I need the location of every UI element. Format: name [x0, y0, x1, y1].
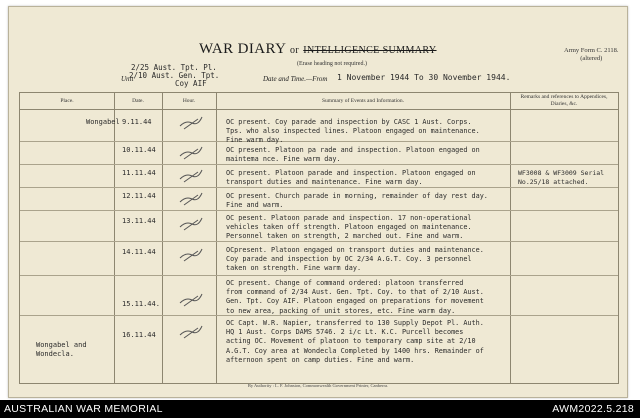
column-divider [162, 93, 163, 383]
date-cell: 15.11.44. [122, 300, 160, 308]
date-cell: 10.11.44 [122, 146, 156, 154]
date-cell: 12.11.44 [122, 192, 156, 200]
remarks-cell: WF3008 & WF3009 Serial No.25/18 attached. [518, 169, 605, 186]
unit-line-1: 2/25 Aust. Tpt. Pl. [131, 63, 217, 72]
column-header-place: Place. [60, 97, 74, 104]
date-cell: 14.11.44 [122, 248, 156, 256]
date-label: Date and Time.—From [263, 75, 328, 83]
erase-note: (Erase heading not required.) [297, 61, 367, 67]
diary-table [19, 92, 619, 384]
date-value: 1 November 1944 To 30 November 1944. [337, 73, 511, 82]
initial-tick-icon [178, 293, 204, 307]
unit-line-3: Coy AIF [175, 79, 207, 88]
initial-tick-icon [178, 325, 204, 339]
army-form-label [564, 47, 618, 63]
unit-line-2: 2/10 Aust. Gen. Tpt. [129, 71, 220, 80]
initial-tick-icon [178, 192, 204, 206]
footer-accession-number: AWM2022.5.218 [552, 403, 634, 415]
initial-tick-icon [178, 169, 204, 183]
column-header-remarks: Remarks and references to Appendices, Diaries, &c. [520, 94, 608, 107]
header-rule [20, 109, 618, 110]
form-line-2: (altered) [580, 55, 603, 62]
footer-bar [0, 400, 640, 418]
summary-cell: OC present. Coy parade and inspection by CASC 1 Aust. Corps. Tps. who also inspected lines. Platoon engaged on maintenance. Fine warm day. [226, 118, 480, 145]
date-cell: 13.11.44 [122, 217, 156, 225]
page-header [9, 7, 627, 93]
footer-institution: AUSTRALIAN WAR MEMORIAL [4, 403, 163, 415]
column-header-summary: Summary of Events and Information. [321, 97, 405, 104]
page-title [199, 41, 437, 58]
unit-value [131, 64, 219, 88]
title-war-diary: WAR DIARY [199, 41, 286, 57]
title-struck-heading: INTELLIGENCE SUMMARY [303, 45, 437, 56]
summary-cell: OC present. Church parade in morning, remainder of day rest day. Fine and warm. [226, 192, 488, 210]
column-divider [510, 93, 511, 383]
summary-cell: OC present. Platoon pa rade and inspection. Platoon engaged on maintema nce. Fine warm day. [226, 146, 480, 164]
initial-tick-icon [178, 116, 204, 130]
summary-cell: OC pesent. Platoon parade and inspection. 17 non-operational vehicles taken off strength. Platoon engaged on maintenance. Personnel taken on strength, 2 marched out. Fine and warm. [226, 214, 472, 241]
row-rule [20, 275, 618, 276]
initial-tick-icon [178, 217, 204, 231]
summary-cell: OC present. Change of command ordered: platoon transferred from command of 2/34 Aust. Gen. Tpt. Coy. to that of 2/10 Aust. Gen. Tpt. Coy AIF. Platoon engaged on preparations for movement to new area, packing of unit stores, etc. Fine warm day. [226, 279, 484, 315]
column-divider [216, 93, 217, 383]
initial-tick-icon [178, 146, 204, 160]
form-line-1: Army Form C. 2118. [564, 47, 619, 54]
place-cell: Wongabel [86, 118, 120, 126]
summary-cell: OC present. Platoon parade and inspection. Platoon engaged on transport duties and maintenance. Fine warm day. [226, 169, 476, 187]
war-diary-page [8, 6, 628, 398]
initial-tick-icon [178, 248, 204, 262]
date-cell: 11.11.44 [122, 169, 156, 177]
column-header-date: Date. [132, 97, 144, 104]
column-header-hour: Hour. [182, 97, 196, 104]
printer-imprint: By Authority : L. F. Johnston, Commonwealth Government Printer, Canberra. [247, 383, 389, 388]
title-or: or [289, 45, 300, 56]
place-cell: Wongabel and Wondecla. [36, 341, 87, 358]
summary-cell: OCpresent. Platoon engaged on transport duties and maintenance. Coy parade and inspection by OC 2/34 A.G.T. Coy. 3 personnel taken on strength. Fine warm day. [226, 246, 484, 273]
column-divider [114, 93, 115, 383]
unit-label: Unit [121, 75, 134, 83]
date-cell: 16.11.44 [122, 331, 156, 339]
summary-cell: OC Capt. W.R. Napier, transferred to 130 Supply Depot Pl. Auth. HQ 1 Aust. Corps DAMS 5746. 2 i/c Lt. K.C. Purcell becomes acting OC. Movement of platoon to temporary camp site at 2/10 A.G.T. Coy area at Wondecla Completed by 1400 hrs. Remainder of afternoon spent on camp duties. Fine and warm. [226, 319, 484, 364]
date-cell: 9.11.44 [122, 118, 152, 126]
